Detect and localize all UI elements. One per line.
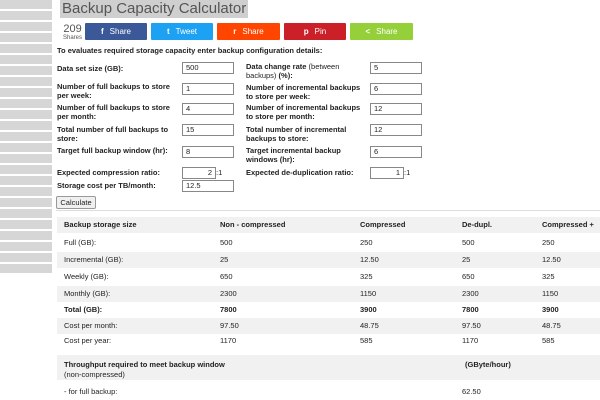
sidebar-strip bbox=[0, 33, 52, 42]
throughput-unit-header: (GByte/hour) bbox=[465, 360, 511, 369]
throughput-header bbox=[57, 355, 600, 380]
sidebar-strip bbox=[0, 253, 52, 262]
pinterest-pin-button[interactable] bbox=[284, 23, 346, 40]
total-full-input[interactable] bbox=[182, 124, 234, 136]
table-row bbox=[57, 384, 600, 400]
dedup-label: Expected de-duplication ratio: bbox=[246, 168, 354, 177]
table-row bbox=[57, 252, 600, 268]
table-cell: 7800 bbox=[220, 305, 237, 314]
results-header-cell: Backup storage size bbox=[64, 220, 137, 229]
incr-per-month-label: Number of incremental backups to store per month: bbox=[246, 103, 361, 121]
row-label: Total (GB): bbox=[64, 305, 103, 314]
reddit-share-label: Share bbox=[242, 27, 264, 36]
sidebar-strip bbox=[0, 121, 52, 130]
sidebar-strip bbox=[0, 55, 52, 64]
compression-suffix: :1 bbox=[216, 168, 223, 177]
sidebar-strip bbox=[0, 11, 52, 20]
pinterest-icon: p bbox=[303, 27, 309, 36]
dataset-size-input[interactable] bbox=[182, 62, 234, 74]
facebook-icon: f bbox=[100, 27, 104, 36]
table-row bbox=[57, 318, 600, 334]
divider bbox=[56, 210, 600, 211]
reddit-icon: r bbox=[233, 27, 237, 36]
table-cell: 97.50 bbox=[462, 321, 481, 330]
row-label: Cost per month: bbox=[64, 321, 118, 330]
row-label: Full (GB): bbox=[64, 238, 97, 247]
sidebar-strip bbox=[0, 44, 52, 53]
sidebar-strip bbox=[0, 231, 52, 240]
incr-window-input[interactable] bbox=[370, 146, 422, 158]
table-row-total bbox=[57, 302, 600, 318]
pinterest-pin-label: Pin bbox=[314, 27, 327, 36]
change-rate-label-suffix: (%): bbox=[278, 71, 293, 80]
change-rate-label-note: (between backups) bbox=[246, 62, 340, 80]
intro-text: To evaluates required storage capacity enter backup configuration details: bbox=[57, 46, 323, 55]
sidebar-strip bbox=[0, 0, 52, 9]
table-cell: 325 bbox=[360, 272, 373, 281]
compression-input[interactable] bbox=[182, 167, 216, 179]
sidebar-strip bbox=[0, 264, 52, 273]
table-cell: 25 bbox=[462, 255, 471, 264]
sidebar-strip bbox=[0, 143, 52, 152]
dedup-suffix: :1 bbox=[404, 168, 411, 177]
share-count-label: Shares bbox=[63, 35, 83, 41]
total-full-label: Total number of full backups to store: bbox=[57, 125, 169, 143]
sidebar-strip bbox=[0, 209, 52, 218]
table-cell: 585 bbox=[542, 336, 555, 345]
sidebar-strip bbox=[0, 132, 52, 141]
full-window-label: Target full backup window (hr): bbox=[57, 146, 168, 155]
table-cell: 325 bbox=[542, 272, 555, 281]
full-per-week-input[interactable] bbox=[182, 83, 234, 95]
total-incr-input[interactable] bbox=[370, 124, 422, 136]
table-cell: 1170 bbox=[220, 336, 237, 345]
results-header-cell: Non - compressed bbox=[220, 220, 286, 229]
cost-label: Storage cost per TB/month: bbox=[57, 181, 156, 190]
row-label: Weekly (GB): bbox=[64, 272, 109, 281]
sidebar-strip bbox=[0, 220, 52, 229]
table-cell: 650 bbox=[462, 272, 475, 281]
table-cell: 585 bbox=[360, 336, 373, 345]
table-cell: 12.50 bbox=[542, 255, 561, 264]
table-row bbox=[57, 286, 600, 302]
table-cell: 250 bbox=[542, 238, 555, 247]
incr-per-week-label: Number of incremental backups to store per week: bbox=[246, 83, 361, 101]
sidebar-strip bbox=[0, 154, 52, 163]
left-sidebar bbox=[0, 0, 52, 270]
table-cell: 7800 bbox=[462, 305, 479, 314]
sidebar-strip bbox=[0, 77, 52, 86]
throughput-row-value: 62.50 bbox=[462, 387, 481, 396]
table-cell: 500 bbox=[462, 238, 475, 247]
throughput-title: Throughput required to meet backup window bbox=[64, 360, 225, 369]
share-count bbox=[63, 24, 82, 42]
generic-share-button[interactable] bbox=[350, 23, 413, 40]
total-incr-label: Total number of incremental backups to store: bbox=[246, 125, 347, 143]
table-cell: 250 bbox=[360, 238, 373, 247]
throughput-subtitle: (non-compressed) bbox=[64, 370, 125, 379]
full-per-month-input[interactable] bbox=[182, 103, 234, 115]
table-cell: 25 bbox=[220, 255, 229, 264]
facebook-share-label: Share bbox=[109, 27, 132, 36]
table-row bbox=[57, 269, 600, 285]
incr-per-week-input[interactable] bbox=[370, 83, 422, 95]
table-row bbox=[57, 333, 600, 349]
results-header-row bbox=[57, 217, 600, 233]
twitter-tweet-button[interactable] bbox=[151, 23, 213, 40]
sidebar-strip bbox=[0, 198, 52, 207]
sidebar-strip bbox=[0, 88, 52, 97]
full-window-input[interactable] bbox=[182, 146, 234, 158]
table-cell: 1150 bbox=[542, 289, 559, 298]
full-per-week-label: Number of full backups to store per week: bbox=[57, 82, 170, 100]
table-cell: 1150 bbox=[360, 289, 377, 298]
share-icon: < bbox=[365, 27, 371, 36]
table-cell: 3900 bbox=[360, 305, 377, 314]
sidebar-strip bbox=[0, 99, 52, 108]
calculate-button[interactable]: Calculate bbox=[56, 196, 96, 209]
share-count-number: 209 bbox=[63, 23, 82, 35]
table-cell: 1170 bbox=[462, 336, 479, 345]
sidebar-strip bbox=[0, 66, 52, 75]
sidebar-strip bbox=[0, 22, 52, 31]
incr-per-month-input[interactable] bbox=[370, 103, 422, 115]
results-header-cell: Compressed + bbox=[542, 220, 594, 229]
twitter-tweet-label: Tweet bbox=[175, 27, 197, 36]
facebook-share-button[interactable] bbox=[85, 23, 147, 40]
row-label: Incremental (GB): bbox=[64, 255, 124, 264]
compression-label: Expected compression ratio: bbox=[57, 168, 160, 177]
table-row bbox=[57, 235, 600, 251]
sidebar-strip bbox=[0, 176, 52, 185]
table-cell: 2300 bbox=[220, 289, 237, 298]
change-rate-label-main: Data change rate bbox=[246, 62, 307, 71]
cost-input[interactable] bbox=[182, 180, 234, 192]
table-cell: 3900 bbox=[542, 305, 559, 314]
full-per-month-label: Number of full backups to store per month: bbox=[57, 103, 170, 121]
sidebar-strip bbox=[0, 242, 52, 251]
table-cell: 97.50 bbox=[220, 321, 239, 330]
change-rate-label bbox=[246, 62, 364, 80]
dataset-size-label: Data set size (GB): bbox=[57, 64, 124, 73]
sidebar-strip bbox=[0, 110, 52, 119]
incr-window-label: Target incremental backup windows (hr): bbox=[246, 146, 341, 164]
sidebar-strip bbox=[0, 187, 52, 196]
sidebar-strip bbox=[0, 165, 52, 174]
results-header-cell: Compressed bbox=[360, 220, 406, 229]
change-rate-input[interactable] bbox=[370, 62, 422, 74]
throughput-row-label: - for full backup: bbox=[64, 387, 118, 396]
table-cell: 650 bbox=[220, 272, 233, 281]
row-label: Cost per year: bbox=[64, 336, 112, 345]
generic-share-label: Share bbox=[376, 27, 398, 36]
table-cell: 48.75 bbox=[360, 321, 379, 330]
table-cell: 12.50 bbox=[360, 255, 379, 264]
dedup-input[interactable] bbox=[370, 167, 404, 179]
table-cell: 48.75 bbox=[542, 321, 561, 330]
twitter-icon: t bbox=[166, 27, 170, 36]
page-title: Backup Capacity Calculator bbox=[62, 0, 247, 17]
row-label: Monthly (GB): bbox=[64, 289, 111, 298]
results-header-cell: De-dupl. bbox=[462, 220, 492, 229]
reddit-share-button[interactable] bbox=[217, 23, 280, 40]
table-cell: 2300 bbox=[462, 289, 479, 298]
table-cell: 500 bbox=[220, 238, 233, 247]
